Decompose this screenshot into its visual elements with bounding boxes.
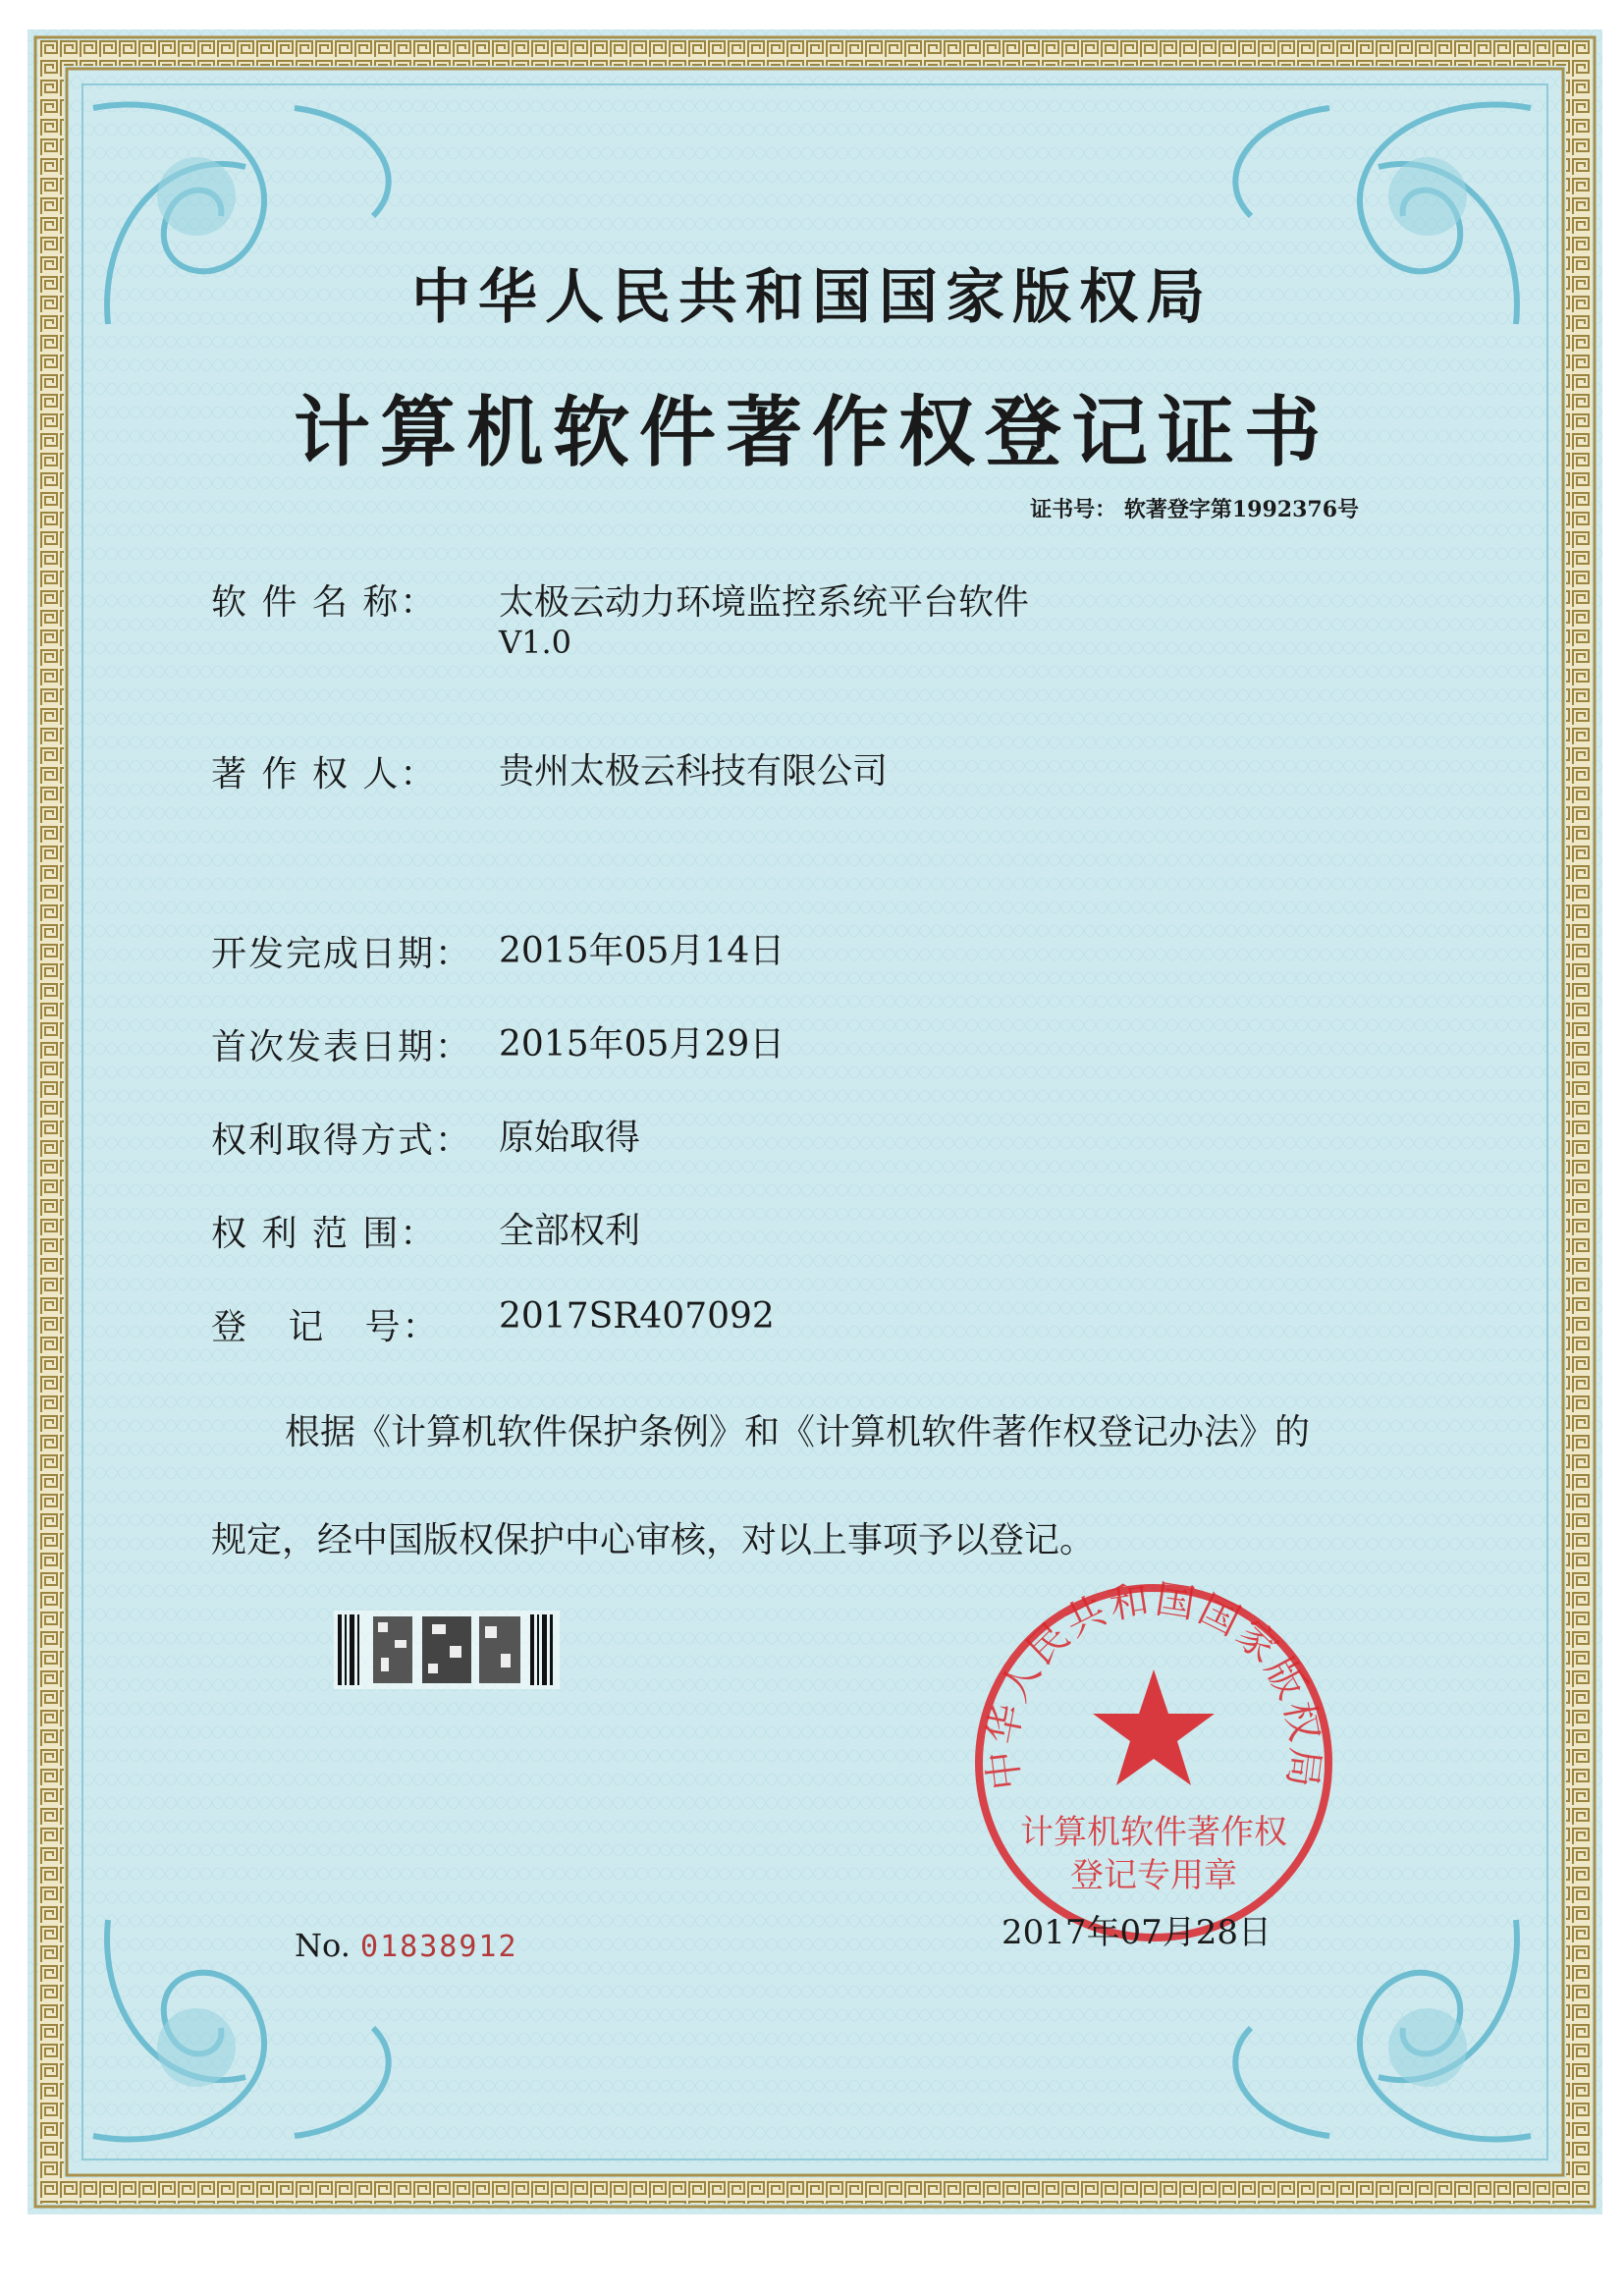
seal-inner-line-1: 计算机软件著作权 — [1020, 1813, 1287, 1852]
copyright-owner-value: 贵州太极云科技有限公司 — [499, 751, 889, 792]
serial-value: 01838912 — [360, 1930, 518, 1964]
serial-prefix: No. — [295, 1927, 351, 1964]
issue-date: 2017年07月28日 — [1001, 1913, 1272, 1952]
serial-number — [295, 1927, 518, 1964]
certificate-title: 计算机软件著作权登记证书 — [293, 388, 1330, 477]
publish-date-label: 首次发表日期： — [211, 1027, 473, 1067]
software-name-label: 软 件 名 称： — [211, 582, 438, 623]
acquisition-method-label: 权利取得方式： — [211, 1121, 473, 1161]
rights-scope-value: 全部权利 — [499, 1211, 641, 1251]
development-date-label: 开发完成日期： — [211, 934, 473, 974]
development-date-value: 2015年05月14日 — [499, 931, 785, 971]
seal-inner-line-2: 登记专用章 — [1070, 1856, 1237, 1895]
registration-number-label: 登 记 号： — [211, 1307, 440, 1347]
barcode — [334, 1611, 560, 1689]
rights-scope-label: 权 利 范 围： — [211, 1214, 438, 1254]
registration-number-value: 2017SR407092 — [499, 1296, 775, 1337]
statement-line-2: 规定，经中国版权保护中心审核，对以上事项予以登记。 — [211, 1520, 1096, 1560]
software-name-value: 太极云动力环境监控系统平台软件 — [499, 582, 1030, 623]
copyright-owner-label: 著 作 权 人： — [211, 754, 438, 794]
star-icon — [1093, 1669, 1215, 1785]
official-seal — [967, 1576, 1340, 1949]
certificate-number — [1030, 493, 1359, 523]
statement-line-1: 根据《计算机软件保护条例》和《计算机软件著作权登记办法》的 — [285, 1412, 1311, 1452]
publish-date-value: 2015年05月29日 — [499, 1024, 785, 1065]
acquisition-method-value: 原始取得 — [499, 1118, 641, 1158]
certificate-number-label: 证书号： — [1030, 497, 1117, 522]
certificate-number-value: 软著登字第1992376号 — [1123, 497, 1359, 522]
software-version-value: V1.0 — [499, 624, 571, 661]
seal-outer-text: 中华人民共和国国家版权局 — [979, 1576, 1328, 1793]
issuing-authority: 中华人民共和国国家版权局 — [411, 263, 1213, 332]
